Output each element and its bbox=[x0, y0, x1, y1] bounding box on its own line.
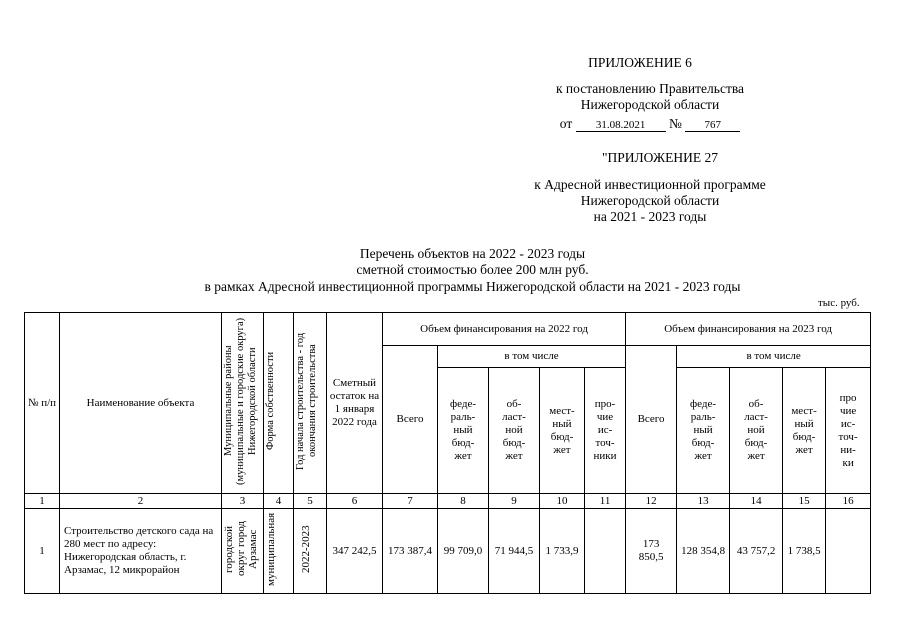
column-number: 5 bbox=[294, 494, 327, 509]
header-local-2023: мест- ный бюд- жет bbox=[783, 368, 826, 494]
column-number: 9 bbox=[489, 494, 540, 509]
document-number: 767 bbox=[685, 119, 740, 132]
column-number: 13 bbox=[677, 494, 730, 509]
column-number: 15 bbox=[783, 494, 826, 509]
column-numbers-row bbox=[25, 494, 871, 509]
title-line-2: сметной стоимостью более 200 млн руб. bbox=[356, 262, 589, 277]
program-line: к Адресной инвестиционной программе bbox=[534, 177, 766, 192]
title-line-1: Перечень объектов на 2022 - 2023 годы bbox=[359, 246, 586, 261]
header-num: № п/п bbox=[25, 313, 60, 494]
row-years: 2022-2023 bbox=[294, 509, 327, 594]
table-row bbox=[25, 509, 871, 594]
row-ownership: муниципальная bbox=[264, 509, 294, 594]
column-number: 6 bbox=[327, 494, 383, 509]
appendix-27-label: "ПРИЛОЖЕНИЕ 27 bbox=[601, 150, 719, 165]
row-local-2022: 1 733,9 bbox=[540, 509, 585, 594]
header-including-2022: в том числе bbox=[438, 346, 626, 368]
resolution-line: к постановлению Правительства bbox=[555, 81, 745, 96]
header-regional-2023: об- ласт- ной бюд- жет bbox=[730, 368, 783, 494]
years-line: на 2021 - 2023 годы bbox=[593, 209, 707, 224]
number-sign: № bbox=[668, 116, 682, 131]
region-line: Нижегородской области bbox=[580, 97, 720, 112]
title-line-3: в рамках Адресной инвестиционной программы Нижегородской области на 2021 - 2023 годы bbox=[204, 279, 741, 294]
header-regional-2022: об- ласт- ной бюд- жет bbox=[489, 368, 540, 494]
document-date: 31.08.2021 bbox=[576, 119, 666, 132]
header-name: Наименование объекта bbox=[60, 313, 222, 494]
header-including-2023: в том числе bbox=[677, 346, 871, 368]
row-num: 1 bbox=[25, 509, 60, 594]
row-other-2023 bbox=[826, 509, 871, 594]
header-total-2022: Всего bbox=[383, 346, 438, 494]
header-fin-2022: Объем финансирования на 2022 год bbox=[383, 313, 626, 346]
units-label: тыс. руб. bbox=[818, 297, 860, 309]
header-local-2022: мест- ный бюд- жет bbox=[540, 368, 585, 494]
column-number: 3 bbox=[222, 494, 264, 509]
date-number-line bbox=[520, 116, 780, 132]
row-district: городской округ город Арзамас bbox=[222, 509, 264, 594]
objects-table bbox=[24, 312, 871, 594]
column-number: 8 bbox=[438, 494, 489, 509]
column-number: 1 bbox=[25, 494, 60, 509]
column-number: 4 bbox=[264, 494, 294, 509]
header-ownership: Форма собственности bbox=[264, 313, 294, 494]
region2-line: Нижегородской области bbox=[580, 193, 720, 208]
header-federal-2023: феде- раль- ный бюд- жет bbox=[677, 368, 730, 494]
from-label: от bbox=[559, 116, 573, 131]
header-other-2023: про чие ис- точ- ни- ки bbox=[826, 368, 871, 494]
header-district: Муниципальные районы (муниципальные и городские округа) Нижегородской области bbox=[222, 313, 264, 494]
row-local-2023: 1 738,5 bbox=[783, 509, 826, 594]
header-balance: Сметный остаток на 1 января 2022 года bbox=[327, 313, 383, 494]
row-other-2022 bbox=[585, 509, 626, 594]
header-years: Год начала строительства - год окончания строительства bbox=[294, 313, 327, 494]
column-number: 7 bbox=[383, 494, 438, 509]
row-total-2023: 173 850,5 bbox=[626, 509, 677, 594]
header-fin-2023: Объем финансирования на 2023 год bbox=[626, 313, 871, 346]
row-federal-2022: 99 709,0 bbox=[438, 509, 489, 594]
row-total-2022: 173 387,4 bbox=[383, 509, 438, 594]
header-other-2022: про- чие ис- точ- ники bbox=[585, 368, 626, 494]
column-number: 12 bbox=[626, 494, 677, 509]
header-federal-2022: феде- раль- ный бюд- жет bbox=[438, 368, 489, 494]
row-regional-2023: 43 757,2 bbox=[730, 509, 783, 594]
row-balance: 347 242,5 bbox=[327, 509, 383, 594]
column-number: 10 bbox=[540, 494, 585, 509]
column-number: 11 bbox=[585, 494, 626, 509]
appendix-6-label: ПРИЛОЖЕНИЕ 6 bbox=[588, 55, 692, 70]
row-federal-2023: 128 354,8 bbox=[677, 509, 730, 594]
column-number: 16 bbox=[826, 494, 871, 509]
row-name: Строительство детского сада на 280 мест по адресу: Нижегородская область, г. Арзамас, 12 микрорайон bbox=[60, 509, 222, 594]
header-total-2023: Всего bbox=[626, 346, 677, 494]
column-number: 2 bbox=[60, 494, 222, 509]
column-number: 14 bbox=[730, 494, 783, 509]
row-regional-2022: 71 944,5 bbox=[489, 509, 540, 594]
